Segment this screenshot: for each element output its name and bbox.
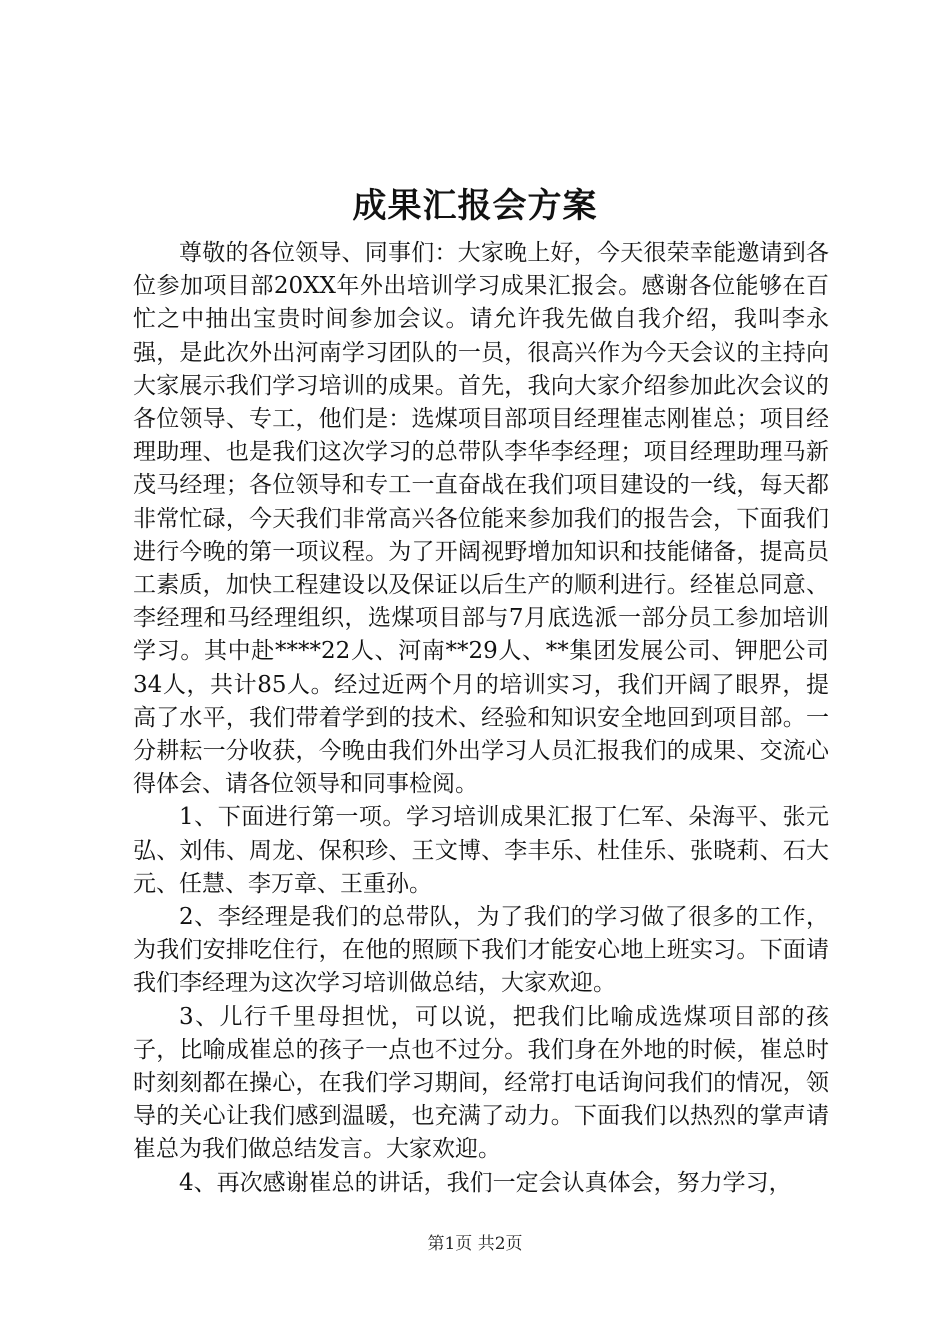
page-number-footer: 第1页 共2页 xyxy=(427,1234,523,1254)
paragraph-greeting: 尊敬的各位领导、同事们：大家晚上好，今天很荣幸能邀请到各位参加项目部20XX年外出培训学习成果汇报会。感谢各位能够在百忙之中抽出宝贵时间参加会议。请允许我先做自我介绍，我叫李永强，是此次外出河南学习团队的一员，很高兴作为今天会议的主持向大家展示我们学习培训的成果。首先，我向大家介绍参加此次会议的各位领导、专工，他们是：选煤项目部项目经理崔志刚崔总；项目经理助理、也是我们这次学习的总带队李华李经理；项目经理助理马新茂马经理；各位领导和专工一直奋战在我们项目建设的一线，每天都非常忙碌，今天我们非常高兴各位能来参加我们的报告会，下面我们进行今晚的第一项议程。为了开阔视野增加知识和技能储备，提高员工素质，加快工程建设以及保证以后生产的顺利进行。经崔总同意、李经理和马经理组织，选煤项目部与7月底选派一部分员工参加培训学习。其中赴****22人、河南**29人、**集团发展公司、钾肥公司34人，共计85人。经过近两个月的培训实习，我们开阔了眼界，提高了水平，我们带着学到的技术、经验和知识安全地回到项目部。一分耕耘一分收获，今晚由我们外出学习人员汇报我们的成果、交流心得体会、请各位领导和同事检阅。 xyxy=(133,240,829,798)
page-title: 成果汇报会方案 xyxy=(352,186,598,226)
paragraph-item-3: 3、儿行千里母担忧，可以说，把我们比喻成选煤项目部的孩子，比喻成崔总的孩子一点也不过分。我们身在外地的时候，崔总时时刻刻都在操心，在我们学习期间，经常打电话询问我们的情况，领导的关心让我们感到温暖，也充满了动力。下面我们以热烈的掌声请崔总为我们做总结发言。大家欢迎。 xyxy=(133,1003,829,1163)
paragraph-item-4: 4、再次感谢崔总的讲话，我们一定会认真体会，努力学习， xyxy=(179,1169,792,1196)
paragraph-item-2: 2、李经理是我们的总带队，为了我们的学习做了很多的工作，为我们安排吃住行，在他的照顾下我们才能安心地上班实习。下面请我们李经理为这次学习培训做总结，大家欢迎。 xyxy=(133,904,829,997)
paragraph-item-1: 1、下面进行第一项。学习培训成果汇报丁仁军、朵海平、张元弘、刘伟、周龙、保积珍、王文博、李丰乐、杜佳乐、张晓莉、石大元、任慧、李万章、王重孙。 xyxy=(133,804,829,897)
document-body xyxy=(133,237,829,1200)
